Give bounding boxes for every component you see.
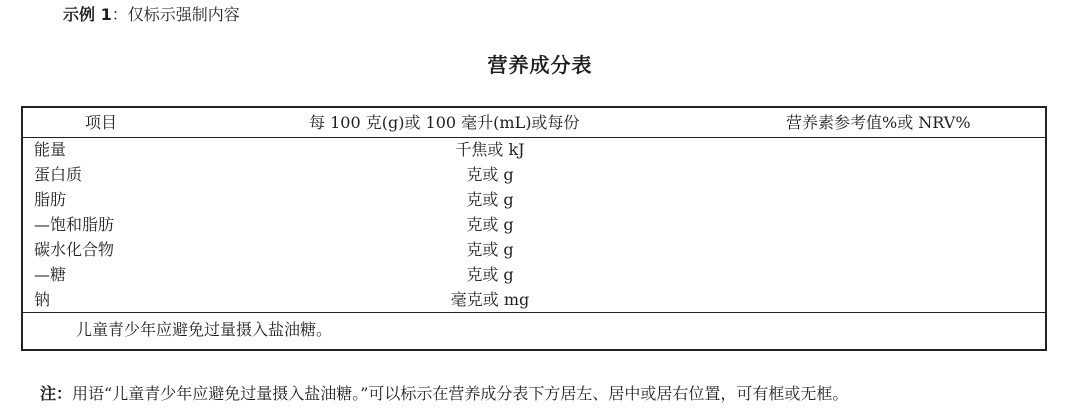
row-name-carbohydrate: 碳水化合物 <box>34 240 115 259</box>
table-row <box>23 238 1045 263</box>
row-name-energy: 能量 <box>34 140 67 159</box>
row-unit-energy: 千焦或 kJ <box>455 140 525 159</box>
table-row <box>23 213 1045 238</box>
table-row <box>23 163 1045 188</box>
table-header-row <box>23 108 1045 138</box>
header-item: 项目 <box>85 113 118 132</box>
row-unit-saturated-fat: 克或 g <box>466 215 514 234</box>
row-unit-sodium: 毫克或 mg <box>450 290 530 309</box>
table-row <box>23 188 1045 213</box>
row-name-sugar: —糖 <box>34 265 67 284</box>
row-name-protein: 蛋白质 <box>34 165 83 184</box>
table-body <box>23 138 1045 313</box>
row-name-saturated-fat: —饱和脂肪 <box>34 215 115 234</box>
table-footer-text: 儿童青少年应避免过量摄入盐油糖。 <box>76 320 333 339</box>
table-row <box>23 288 1045 313</box>
row-unit-sugar: 克或 g <box>466 265 514 284</box>
header-nrv: 营养素参考值%或 NRV% <box>786 113 971 132</box>
row-unit-protein: 克或 g <box>466 165 514 184</box>
note-label: 注： <box>40 384 73 403</box>
row-name-sodium: 钠 <box>34 290 51 309</box>
row-unit-fat: 克或 g <box>466 190 514 209</box>
example-label-text: ：仅标示强制内容 <box>111 5 240 24</box>
nutrition-table <box>21 106 1047 351</box>
example-label <box>63 4 240 26</box>
table-footer-row <box>23 312 1045 349</box>
example-label-prefix: 示例 1 <box>63 5 112 24</box>
row-unit-carbohydrate: 克或 g <box>466 240 514 259</box>
note-text: 用语“儿童青少年应避免过量摄入盐油糖。”可以标示在营养成分表下方居左、居中或居右位置，可有框或无框。 <box>72 384 849 403</box>
table-title: 营养成分表 <box>487 53 593 77</box>
table-row <box>23 138 1045 163</box>
row-name-fat: 脂肪 <box>34 190 67 209</box>
note <box>40 383 848 405</box>
table-row <box>23 263 1045 288</box>
header-per-amount: 每 100 克(g)或 100 毫升(mL)或每份 <box>309 113 580 132</box>
